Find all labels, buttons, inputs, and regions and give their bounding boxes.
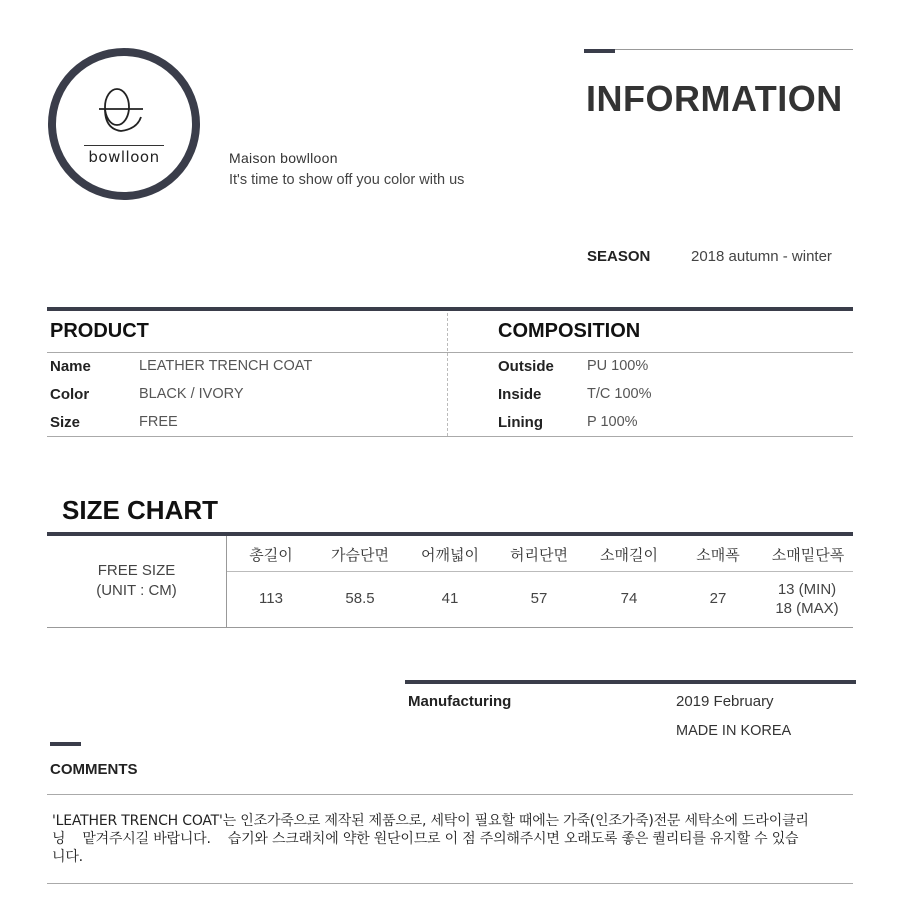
header-total-length: 총길이 <box>249 546 293 564</box>
brand-name: Maison bowlloon <box>229 150 338 166</box>
size-chart-top-rule <box>47 532 853 536</box>
comments-title: COMMENTS <box>50 761 138 778</box>
product-color-value: BLACK / IVORY <box>139 386 244 402</box>
value-shoulder: 41 <box>441 590 459 607</box>
manufacturing-origin: MADE IN KOREA <box>676 723 792 739</box>
comments-bottom-rule <box>47 883 853 884</box>
info-title: INFORMATION <box>586 78 843 119</box>
value-total-length: 113 <box>259 590 283 607</box>
size-chart-header-rule <box>227 571 853 572</box>
info-accent-bar <box>584 49 615 53</box>
manufacturing-rule <box>405 680 856 684</box>
comments-accent-bar <box>50 742 81 746</box>
header-shoulder: 어깨넓이 <box>421 546 479 564</box>
composition-outside-label: Outside <box>498 358 554 375</box>
logo-divider <box>84 145 164 146</box>
season-label: SEASON <box>587 248 651 265</box>
info-divider <box>584 49 853 50</box>
composition-inside-label: Inside <box>498 386 542 403</box>
section-divider <box>447 313 448 436</box>
header-sleeve-length: 소매길이 <box>600 546 658 564</box>
header-chest: 가슴단면 <box>331 546 389 564</box>
product-name-value: LEATHER TRENCH COAT <box>139 358 313 374</box>
value-sleeve-width: 27 <box>709 590 727 607</box>
size-chart-title: SIZE CHART <box>62 495 218 525</box>
composition-title: COMPOSITION <box>498 320 641 342</box>
product-color-label: Color <box>50 386 90 403</box>
header-cuff-width: 소매밑단폭 <box>771 546 845 564</box>
composition-lining-label: Lining <box>498 414 543 431</box>
size-chart-bottom-rule <box>47 627 853 628</box>
brand-tagline: It's time to show off you color with us <box>229 172 465 188</box>
bowl-logo-icon <box>97 85 147 145</box>
product-bottom-rule <box>47 436 853 437</box>
composition-lining-value: P 100% <box>587 414 638 430</box>
free-size-label: FREE SIZE <box>97 562 176 579</box>
manufacturing-date: 2019 February <box>676 693 774 710</box>
value-cuff-min: 13 (MIN) <box>777 581 837 598</box>
comments-line-1: 'LEATHER TRENCH COAT'는 인조가죽으로 제작된 제품으로, 세탁이 필요할 때에는 가죽(인조가죽)전문 세탁소에 드라이클리 <box>52 813 809 829</box>
size-chart-size-label <box>47 561 226 601</box>
composition-inside-value: T/C 100% <box>587 386 652 402</box>
product-size-value: FREE <box>139 414 178 430</box>
product-size-label: Size <box>50 414 81 431</box>
comments-top-rule <box>47 794 853 795</box>
logo-text: bowlloon <box>88 148 160 166</box>
comments-line-3: 니다. <box>52 849 83 865</box>
value-cuff-width <box>752 580 862 618</box>
value-waist: 57 <box>530 590 548 607</box>
unit-label: (UNIT : CM) <box>96 582 177 599</box>
product-name-label: Name <box>50 358 91 375</box>
product-title: PRODUCT <box>50 320 149 342</box>
header-sleeve-width: 소매폭 <box>696 546 740 564</box>
manufacturing-label: Manufacturing <box>408 693 512 710</box>
comments-line-2: 닝 맡겨주시길 바랍니다. 습기와 스크래치에 약한 원단이므로 이 점 주의해주시면 오래도록 좋은 퀄리티를 유지할 수 있습 <box>52 831 799 847</box>
product-header-rule <box>47 352 853 353</box>
season-value: 2018 autumn - winter <box>691 248 832 265</box>
comments-text <box>52 812 852 866</box>
product-top-rule <box>47 307 853 311</box>
header-waist: 허리단면 <box>510 546 568 564</box>
value-sleeve-length: 74 <box>620 590 638 607</box>
value-chest: 58.5 <box>345 590 375 607</box>
value-cuff-max: 18 (MAX) <box>775 600 839 617</box>
composition-outside-value: PU 100% <box>587 358 649 374</box>
